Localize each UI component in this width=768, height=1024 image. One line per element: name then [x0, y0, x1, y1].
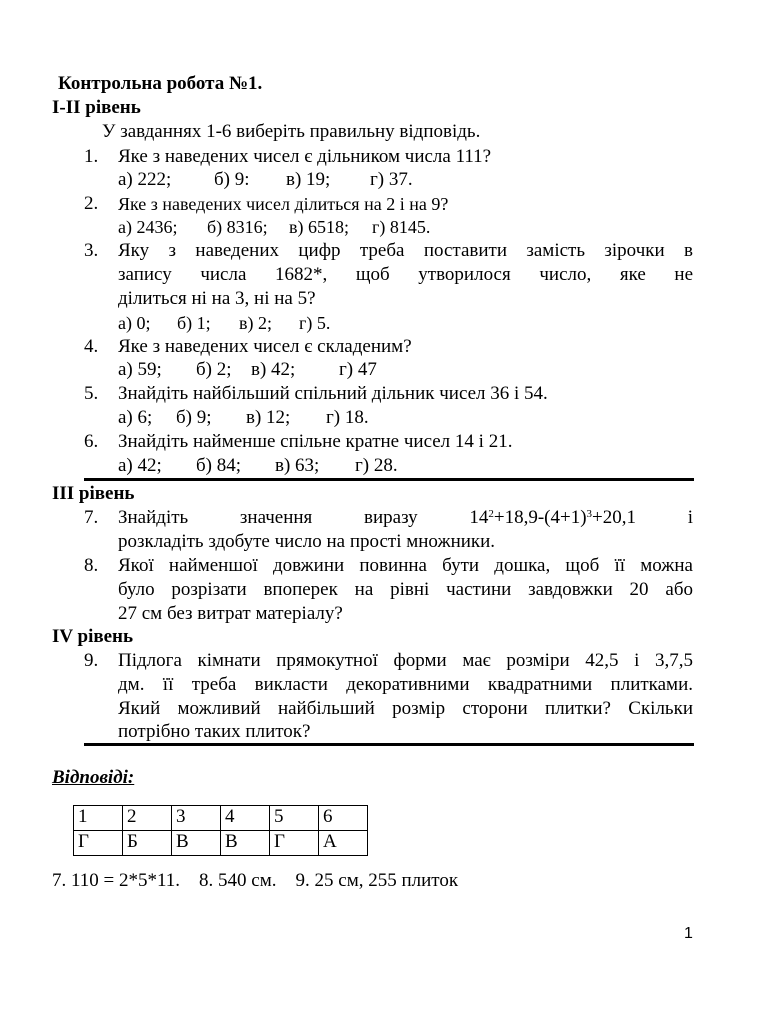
table-header-cell: 2	[123, 806, 172, 831]
table-cell: В	[221, 831, 270, 856]
expression	[469, 507, 636, 529]
table-cell: Г	[270, 831, 319, 856]
table-row	[74, 806, 368, 831]
task-number: 9.	[84, 650, 99, 671]
task-question: Знайдіть найбільший спільний дільник чисел 36 і 54.	[118, 383, 548, 404]
task-options	[118, 455, 398, 477]
word: значення	[239, 507, 313, 528]
task-question-line: ділиться ні на 3, ні на 5?	[118, 288, 316, 309]
level-3-heading: ІІІ рівень	[52, 483, 135, 504]
option: г) 37.	[370, 169, 413, 190]
option: б) 9:	[214, 169, 250, 190]
table-header-cell: 6	[319, 806, 368, 831]
option: г) 28.	[355, 455, 398, 476]
answers-text: 7. 110 = 2*5*11. 8. 540 см. 9. 25 см, 255 плиток	[52, 870, 459, 891]
option: б) 2;	[196, 359, 232, 380]
level-4-heading: IV рівень	[52, 626, 134, 647]
option: а) 0;	[118, 313, 151, 333]
task-options	[118, 312, 330, 334]
task-question: Яке з наведених чисел є складеним?	[118, 336, 412, 357]
task-number: 2.	[84, 193, 99, 214]
option: а) 222;	[118, 169, 172, 190]
expr-part: +20,1	[592, 507, 637, 528]
task-options	[118, 407, 369, 429]
task-question: Яке з наведених чисел є дільником числа 111?	[118, 146, 492, 167]
section-divider	[84, 743, 694, 746]
task-question: Яке з наведених чисел ділиться на 2 і на 9?	[118, 194, 449, 214]
section-divider	[84, 478, 694, 481]
word: і	[687, 507, 693, 528]
task-7-line-2: розкладіть здобуте число на прості множники.	[118, 531, 496, 552]
task-9-line: Підлога кімнати прямокутної форми має розміри 42,5 і 3,7,5	[118, 650, 693, 671]
option: б) 8316;	[207, 217, 268, 237]
task-number: 8.	[84, 555, 99, 576]
table-header-cell: 5	[270, 806, 319, 831]
task-options	[118, 359, 377, 381]
instruction-text: У завданнях 1-6 виберіть правильну відповідь.	[102, 121, 481, 142]
option: в) 12;	[246, 407, 291, 428]
task-9-line: Який можливий найбільший розмір сторони плитки? Скільки	[118, 698, 693, 719]
task-number: 3.	[84, 240, 99, 261]
level-1-2-heading: І-ІІ рівень	[52, 97, 141, 118]
expr-part: 14	[469, 507, 489, 528]
table-header-cell: 1	[74, 806, 123, 831]
option: г) 47	[339, 359, 377, 380]
option: в) 63;	[275, 455, 320, 476]
task-question-line: Яку з наведених цифр треба поставити замість зірочки в	[118, 240, 693, 261]
option: а) 2436;	[118, 217, 178, 237]
table-cell: Г	[74, 831, 123, 856]
task-number: 5.	[84, 383, 99, 404]
task-8-line: Якої найменшої довжини повинна бути дошка, щоб її можна	[118, 555, 693, 576]
answers-table	[73, 805, 368, 856]
word: виразу	[364, 507, 418, 528]
table-header-cell: 3	[172, 806, 221, 831]
task-number: 6.	[84, 431, 99, 452]
table-cell: А	[319, 831, 368, 856]
option: г) 8145.	[372, 217, 431, 237]
expr-part: +18,9-(4+1)	[493, 507, 587, 528]
task-number: 7.	[84, 507, 99, 528]
option: в) 6518;	[289, 217, 349, 237]
task-number: 4.	[84, 336, 99, 357]
task-8-line: було розрізати впоперек на рівні частини завдовжки 20 або	[118, 579, 693, 600]
table-cell: В	[172, 831, 221, 856]
option: г) 18.	[326, 407, 369, 428]
answers-heading: Відповіді:	[52, 767, 135, 788]
table-header-cell: 4	[221, 806, 270, 831]
word: Знайдіть	[118, 507, 189, 528]
task-question: Знайдіть найменше спільне кратне чисел 14 і 21.	[118, 431, 513, 452]
option: б) 9;	[176, 407, 212, 428]
option: б) 1;	[177, 313, 211, 333]
task-options	[118, 216, 430, 238]
task-question-line: запису числа 1682*, щоб утворилося число, яке не	[118, 264, 693, 285]
exponent: 3	[586, 508, 593, 520]
option: б) 84;	[196, 455, 242, 476]
task-options	[118, 169, 413, 191]
option: а) 6;	[118, 407, 153, 428]
table-cell: Б	[123, 831, 172, 856]
option: а) 42;	[118, 455, 162, 476]
option: в) 2;	[239, 313, 272, 333]
task-7-line-1	[118, 507, 693, 529]
option: г) 5.	[299, 313, 331, 333]
table-row	[74, 831, 368, 856]
page-title: Контрольна робота №1.	[58, 73, 263, 94]
task-9-line: потрібно таких плиток?	[118, 721, 311, 742]
option: в) 42;	[251, 359, 296, 380]
task-number: 1.	[84, 146, 99, 167]
page-number: 1	[684, 925, 693, 942]
option: а) 59;	[118, 359, 162, 380]
task-8-line: 27 см без витрат матеріалу?	[118, 603, 343, 624]
task-9-line: дм. її треба викласти декоративними квадратними плитками.	[118, 674, 693, 695]
option: в) 19;	[286, 169, 331, 190]
exponent: 2	[488, 508, 494, 520]
